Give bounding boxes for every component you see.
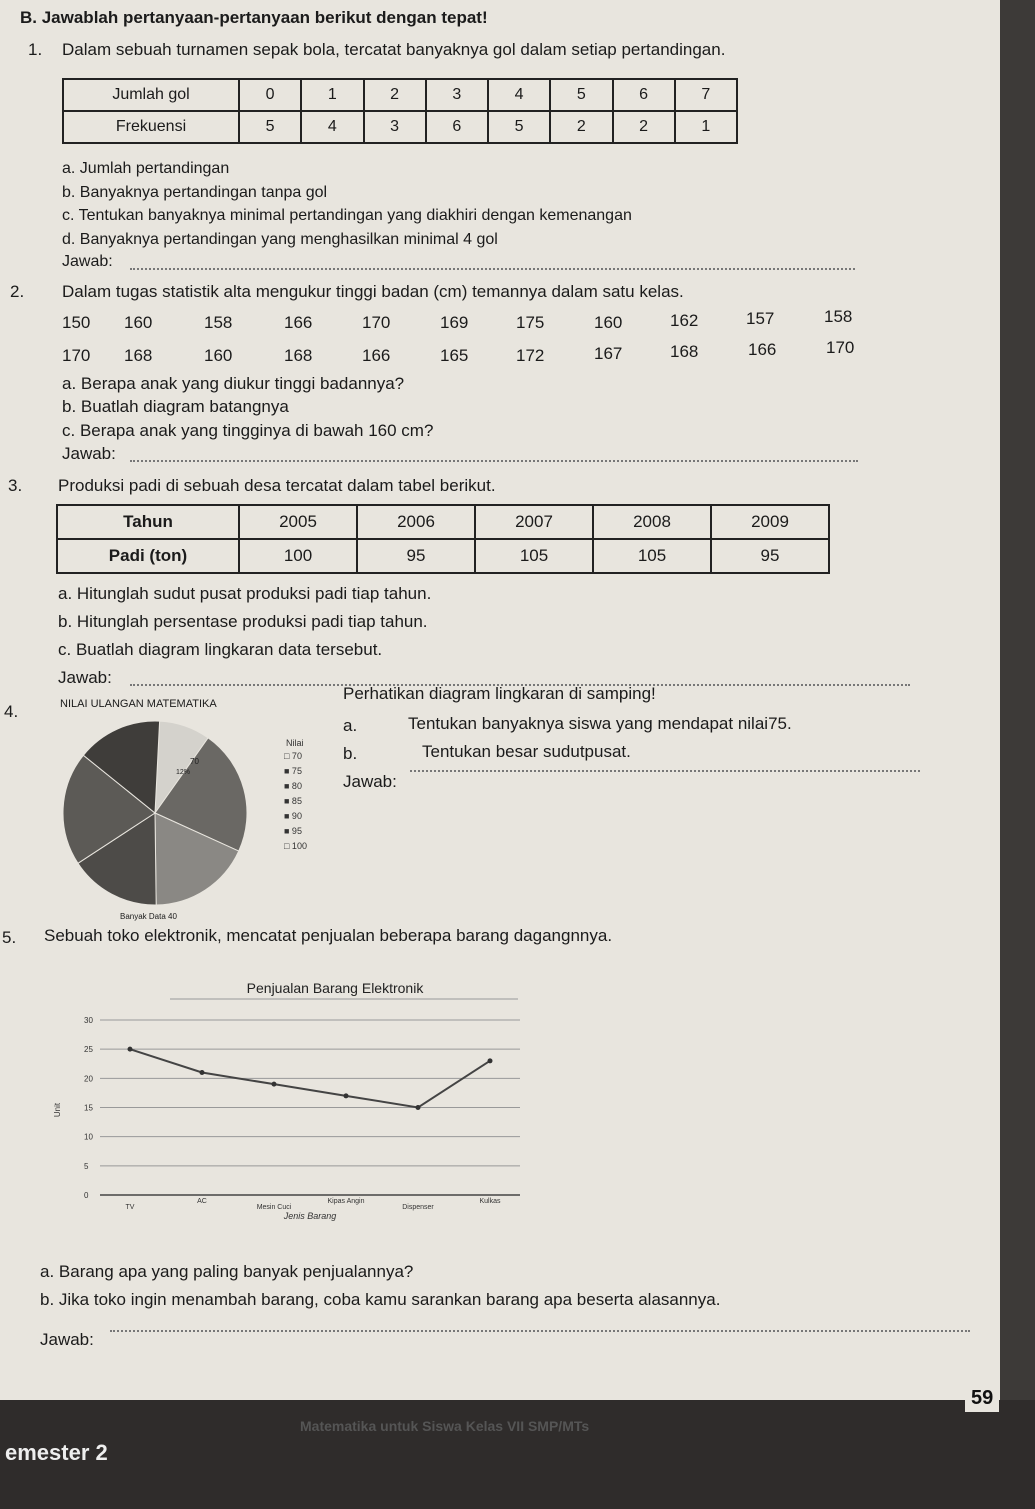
q1-item-a: a. Jumlah pertandingan <box>62 160 230 177</box>
pie-legend-item: ■ 90 <box>284 811 302 821</box>
q2-value: 166 <box>284 313 313 332</box>
q1-cell: 0 <box>239 79 301 111</box>
q2-value: 158 <box>824 307 853 326</box>
chart-grid <box>100 1020 520 1195</box>
q4-item-b: Tentukan besar sudutpusat. <box>422 742 631 761</box>
q4-number: 4. <box>4 702 19 721</box>
q2-value: 160 <box>204 346 233 365</box>
q2-value: 150 <box>62 313 91 332</box>
q1-cell: 1 <box>301 79 363 111</box>
q3-cell: 95 <box>711 539 829 573</box>
y-tick-label: 25 <box>84 1045 93 1055</box>
x-tick-label: Kulkas <box>479 1198 501 1205</box>
chart-ylabel: Unit <box>53 1102 62 1118</box>
q3-row2-label: Padi (ton) <box>57 539 239 573</box>
pie-slice-label: 12% <box>176 769 191 776</box>
q2-value: 168 <box>124 346 153 365</box>
q2-text: Dalam tugas statistik alta mengukur tinggi badan (cm) temannya dalam satu kelas. <box>62 282 684 301</box>
y-tick-label: 0 <box>84 1191 89 1200</box>
data-point <box>272 1082 277 1087</box>
chart-xlabel: Jenis Barang <box>283 1211 337 1221</box>
page-number: 59 <box>965 1385 999 1412</box>
q2-number: 2. <box>10 282 25 301</box>
data-point <box>488 1058 493 1063</box>
pie-legend-item: ■ 80 <box>284 781 302 791</box>
q2-answer-label: Jawab: <box>62 444 116 463</box>
section-heading: B. Jawablah pertanyaan-pertanyaan berikut dengan tepat! <box>20 8 488 27</box>
data-point <box>344 1093 349 1098</box>
q2-value: 172 <box>516 346 545 365</box>
q2-value: 166 <box>362 346 391 365</box>
q1-cell: 2 <box>364 79 426 111</box>
q5-item-b: b. Jika toko ingin menambah barang, coba kamu sarankan barang apa beserta alasannya. <box>40 1290 721 1309</box>
chart-x-ticks <box>126 1198 501 1211</box>
q2-value: 175 <box>516 313 545 332</box>
q3-item-c: c. Buatlah diagram lingkaran data tersebut. <box>58 640 383 659</box>
q2-item-b: b. Buatlah diagram batangnya <box>62 397 289 416</box>
q1-cell: 3 <box>364 111 426 143</box>
pie-legend-item: □ 100 <box>284 841 307 851</box>
q3-cell: 100 <box>239 539 357 573</box>
q2-answer-line <box>130 460 858 462</box>
q3-cell: 2008 <box>593 505 711 539</box>
y-tick-label: 20 <box>84 1074 93 1084</box>
q1-cell: 6 <box>613 79 675 111</box>
q3-production-table <box>56 504 830 574</box>
q1-item-b: b. Banyaknya pertandingan tanpa gol <box>62 184 328 201</box>
q2-value: 165 <box>440 346 469 365</box>
q2-value: 167 <box>594 344 623 363</box>
data-point <box>200 1070 205 1075</box>
q5-number: 5. <box>2 928 17 947</box>
q4-answer-label: Jawab: <box>343 772 397 791</box>
q5-text: Sebuah toko elektronik, mencatat penjualan beberapa barang dagangnnya. <box>44 926 613 945</box>
q3-cell: 2007 <box>475 505 593 539</box>
q2-value: 157 <box>746 309 775 328</box>
q2-item-c: c. Berapa anak yang tingginya di bawah 160 cm? <box>62 421 434 440</box>
q3-row1-label: Tahun <box>57 505 239 539</box>
x-tick-label: AC <box>197 1198 207 1205</box>
q1-number: 1. <box>28 40 43 59</box>
q2-value: 170 <box>62 346 91 365</box>
q2-value: 160 <box>124 313 153 332</box>
chart-title: Penjualan Barang Elektronik <box>246 980 424 996</box>
q3-item-b: b. Hitunglah persentase produksi padi tiap tahun. <box>58 612 428 631</box>
q2-value: 158 <box>204 313 233 332</box>
data-point <box>416 1105 421 1110</box>
y-tick-label: 5 <box>84 1161 89 1171</box>
pie-legend-item: □ 70 <box>284 751 302 761</box>
pie-slice-label: 70 <box>190 757 199 766</box>
q3-cell: 105 <box>475 539 593 573</box>
q3-number: 3. <box>8 476 23 495</box>
q4-item-a-letter: a. <box>343 716 358 735</box>
q1-cell: 2 <box>613 111 675 143</box>
y-tick-label: 15 <box>84 1103 93 1113</box>
q2-value: 170 <box>826 338 855 357</box>
q4-item-a: Tentukan banyaknya siswa yang mendapat nilai75. <box>408 714 792 733</box>
q4-pie-chart <box>60 718 280 918</box>
q3-text: Produksi padi di sebuah desa tercatat dalam tabel berikut. <box>58 476 496 495</box>
q3-answer-label: Jawab: <box>58 668 112 687</box>
q1-item-c: c. Tentukan banyaknya minimal pertandingan yang diakhiri dengan kemenangan <box>62 207 632 224</box>
chart-y-ticks <box>84 1016 93 1200</box>
y-tick-label: 30 <box>84 1016 93 1025</box>
q4-item-b-letter: b. <box>343 744 358 763</box>
q3-cell: 105 <box>593 539 711 573</box>
q4-pie-caption: Banyak Data 40 <box>120 912 177 921</box>
semester-label: emester 2 <box>5 1440 108 1465</box>
pie-legend-item: ■ 85 <box>284 796 302 806</box>
q5-answer-label: Jawab: <box>40 1330 94 1349</box>
q1-cell: 1 <box>675 111 737 143</box>
q1-cell: 6 <box>426 111 488 143</box>
data-point <box>128 1047 133 1052</box>
q1-item-d: d. Banyaknya pertandingan yang menghasilkan minimal 4 gol <box>62 231 498 248</box>
pie-legend-title: Nilai <box>286 738 304 748</box>
q1-text: Dalam sebuah turnamen sepak bola, tercatat banyaknya gol dalam setiap pertandingan. <box>62 40 726 59</box>
q1-answer-line <box>130 268 855 270</box>
q2-item-a: a. Berapa anak yang diukur tinggi badannya? <box>62 374 405 393</box>
q4-intro: Perhatikan diagram lingkaran di samping! <box>343 684 656 703</box>
footer-book-title: Matematika untuk Siswa Kelas VII SMP/MTs <box>300 1418 590 1434</box>
x-tick-label: TV <box>125 1204 135 1211</box>
q2-value: 170 <box>362 313 391 332</box>
q4-chart-title: NILAI ULANGAN MATEMATIKA <box>60 698 217 710</box>
x-tick-label: Dispenser <box>402 1204 434 1211</box>
q4-answer-line <box>410 770 920 772</box>
q3-cell: 95 <box>357 539 475 573</box>
q2-value: 168 <box>284 346 313 365</box>
q1-row1-label: Jumlah gol <box>63 79 239 111</box>
q1-cell: 7 <box>675 79 737 111</box>
q2-value: 162 <box>670 311 699 330</box>
pie-slices <box>63 721 247 905</box>
q1-cell: 3 <box>426 79 488 111</box>
y-tick-label: 10 <box>84 1132 93 1142</box>
q1-answer-label: Jawab: <box>62 253 113 270</box>
q1-row2-label: Frekuensi <box>63 111 239 143</box>
pie-legend-item: ■ 95 <box>284 826 302 836</box>
q2-value: 169 <box>440 313 469 332</box>
q5-line-chart <box>40 975 540 1235</box>
q5-item-a: a. Barang apa yang paling banyak penjualannya? <box>40 1262 414 1281</box>
q1-cell: 4 <box>488 79 550 111</box>
q3-item-a: a. Hitunglah sudut pusat produksi padi tiap tahun. <box>58 584 432 603</box>
q3-cell: 2006 <box>357 505 475 539</box>
q1-cell: 4 <box>301 111 363 143</box>
q1-cell: 5 <box>488 111 550 143</box>
q1-cell: 2 <box>550 111 612 143</box>
q5-answer-line <box>110 1330 970 1332</box>
q2-value: 168 <box>670 342 699 361</box>
q1-cell: 5 <box>239 111 301 143</box>
x-tick-label: Kipas Angin <box>327 1198 365 1205</box>
q2-value: 166 <box>748 340 777 359</box>
q2-value: 160 <box>594 313 623 332</box>
pie-legend-item: ■ 75 <box>284 766 302 776</box>
page-footer <box>0 1400 1035 1509</box>
q3-cell: 2005 <box>239 505 357 539</box>
q1-cell: 5 <box>550 79 612 111</box>
q1-goal-table <box>62 78 738 144</box>
x-tick-label: Mesin Cuci <box>256 1204 292 1211</box>
q3-cell: 2009 <box>711 505 829 539</box>
